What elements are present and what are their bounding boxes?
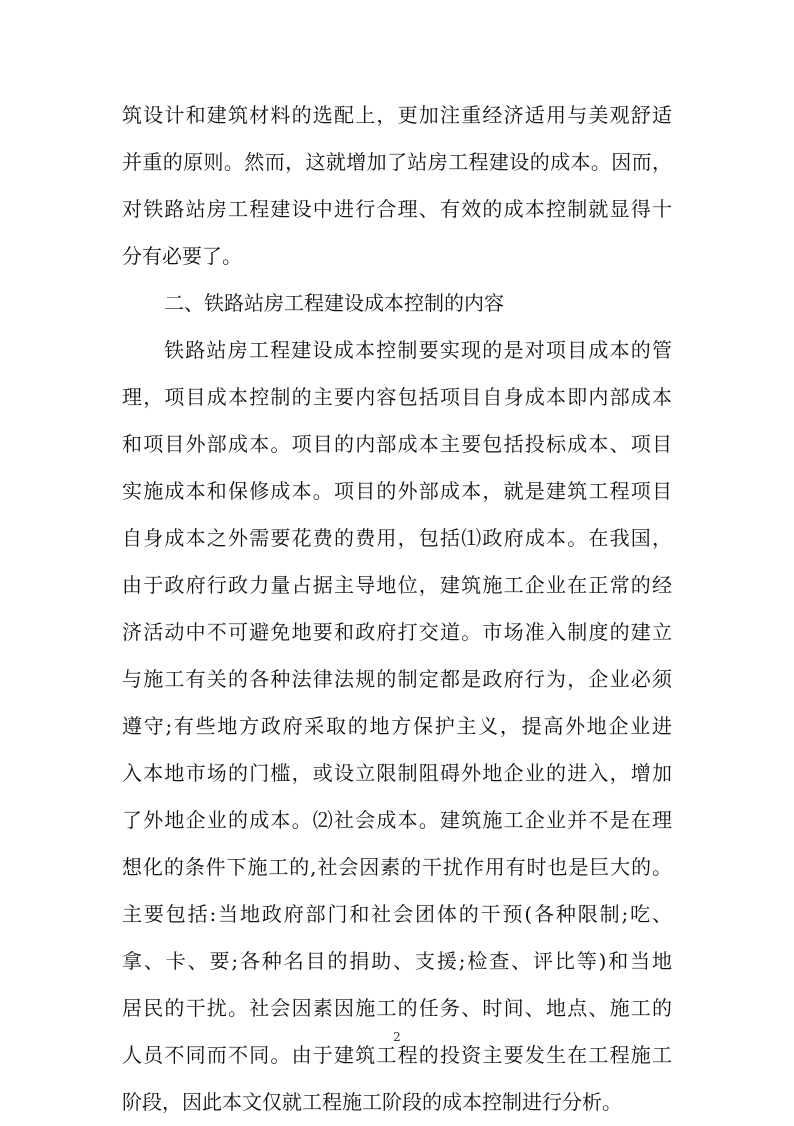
page-number: 2 <box>393 1030 401 1044</box>
text-line: 和项目外部成本。项目的内部成本主要包括投标成本、项目 <box>122 432 672 456</box>
text-line: 主要包括:当地政府部门和社会团体的干预(各种限制;吃、 <box>122 902 672 926</box>
text-line: 遵守;有些地方政府采取的地方保护主义，提高外地企业进 <box>122 714 672 738</box>
text-line: 对铁路站房工程建设中进行合理、有效的成本控制就显得十 <box>122 197 672 221</box>
text-line: 与施工有关的各种法律法规的制定都是政府行为，企业必须 <box>122 667 672 691</box>
text-line: 实施成本和保修成本。项目的外部成本，就是建筑工程项目 <box>122 479 672 503</box>
text-line: 理，项目成本控制的主要内容包括项目自身成本即内部成本 <box>122 385 672 409</box>
paragraph-continuation <box>122 92 672 280</box>
text-line: 济活动中不可避免地要和政府打交道。市场准入制度的建立 <box>122 620 672 644</box>
text-line: 想化的条件下施工的,社会因素的干扰作用有时也是巨大的。 <box>122 855 672 879</box>
text-line: 阶段，因此本文仅就工程施工阶段的成本控制进行分析。 <box>122 1090 622 1114</box>
text-line: 人员不同而不同。由于建筑工程的投资主要发生在工程施工 <box>122 1043 672 1067</box>
text-line: 居民的干扰。社会因素因施工的任务、时间、地点、施工的 <box>122 996 672 1020</box>
text-line: 并重的原则。然而，这就增加了站房工程建设的成本。因而， <box>122 150 672 174</box>
text-line: 自身成本之外需要花费的费用，包括⑴政府成本。在我国， <box>122 526 672 550</box>
section-heading: 二、铁路站房工程建设成本控制的内容 <box>164 291 504 315</box>
paragraph-cost-control-content <box>122 327 672 1126</box>
text-line: 了外地企业的成本。⑵社会成本。建筑施工企业并不是在理 <box>122 808 672 832</box>
text-line: 由于政府行政力量占据主导地位，建筑施工企业在正常的经 <box>122 573 672 597</box>
text-line: 铁路站房工程建设成本控制要实现的是对项目成本的管 <box>164 338 672 362</box>
document-body <box>122 92 672 1126</box>
text-line: 入本地市场的门槛，或设立限制阻碍外地企业的进入，增加 <box>122 761 672 785</box>
text-line: 分有必要了。 <box>122 244 242 268</box>
text-line: 筑设计和建筑材料的选配上，更加注重经济适用与美观舒适 <box>122 103 672 127</box>
text-line: 拿、卡、要;各种名目的捐助、支援;检查、评比等)和当地 <box>122 949 672 973</box>
